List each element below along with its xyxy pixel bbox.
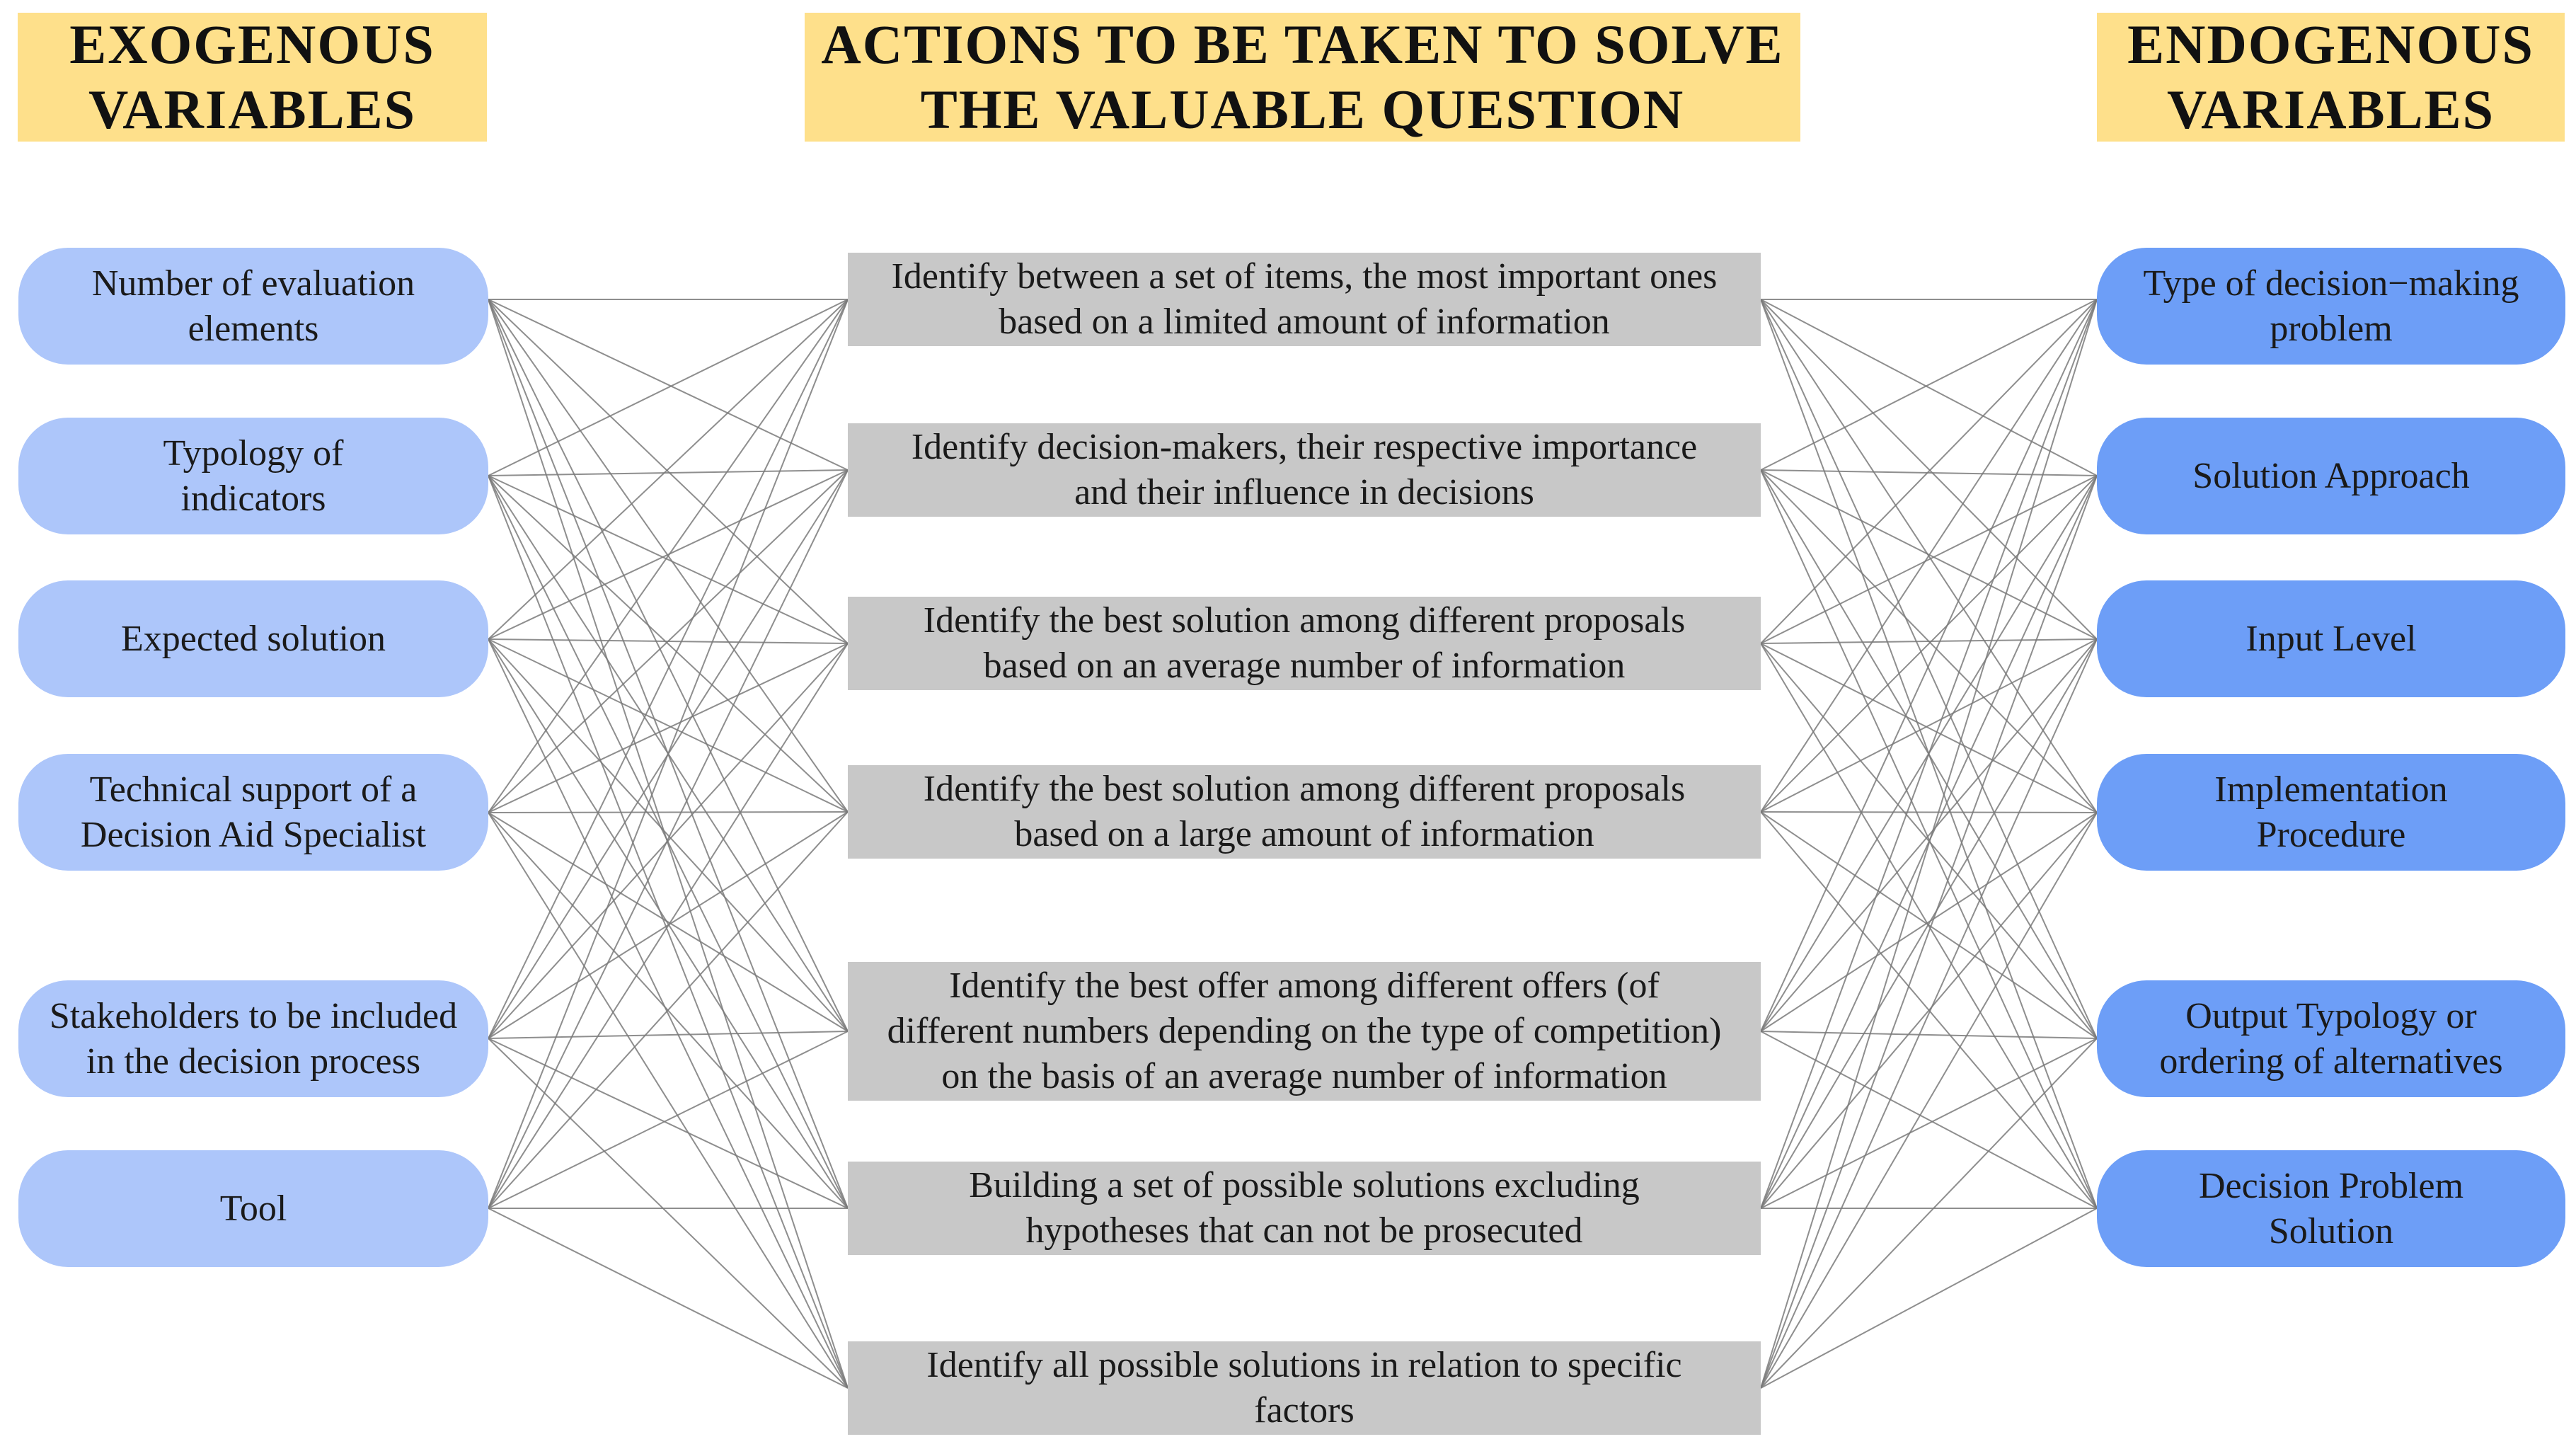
endogenous-header-line: VARIABLES — [2166, 79, 2495, 140]
action-endogenous-connector — [1761, 639, 2097, 1031]
exogenous-action-connector — [488, 1031, 848, 1208]
actions-header-line: THE VALUABLE QUESTION — [920, 79, 1685, 140]
node-label-line: Expected solution — [120, 618, 386, 659]
exogenous-action-connector — [488, 299, 848, 476]
node-label-line: Stakeholders to be included — [49, 995, 458, 1036]
node-label-line: based on a limited amount of information — [999, 302, 1610, 342]
node-label-line: Identify the best offer among different offers (of — [949, 965, 1660, 1006]
action-endogenous-connector — [1761, 1031, 2097, 1208]
exogenous-action-connector — [488, 812, 848, 813]
node-label-line: different numbers depending on the type of competition) — [887, 1011, 1722, 1051]
endogenous-header — [2097, 13, 2565, 142]
exogenous-action-connector — [488, 813, 848, 1388]
node-label-line: Implementation — [2214, 769, 2448, 810]
node-label-line: Building a set of possible solutions excluding — [969, 1165, 1640, 1205]
exogenous-variable-stakeholders — [18, 980, 488, 1097]
node-label-line: Decision Aid Specialist — [80, 814, 427, 855]
endogenous-variable-solution-approach — [2097, 418, 2565, 534]
exogenous-header-line: EXOGENOUS — [69, 13, 435, 75]
endogenous-variable-input-level — [2097, 580, 2565, 697]
node-label-line: elements — [188, 308, 319, 349]
action-all-possible-solutions — [848, 1341, 1761, 1435]
action-endogenous-connector — [1761, 1038, 2097, 1388]
node-label-line: Identify the best solution among different proposals — [923, 769, 1686, 809]
node-label-line: indicators — [180, 478, 326, 519]
node-label-line: Output Typology or — [2185, 995, 2477, 1036]
node-label-line: on the basis of an average number of information — [941, 1056, 1667, 1096]
action-best-solution-large-info — [848, 765, 1761, 859]
node-label-line: Type of decision−making — [2143, 263, 2519, 304]
node-label-line: Procedure — [2256, 814, 2406, 855]
node-label-line: based on an average number of information — [983, 646, 1626, 686]
node-label-line: Technical support of a — [89, 769, 418, 810]
exogenous-variable-evaluation-elements — [18, 248, 488, 365]
exogenous-action-connector — [488, 1038, 848, 1388]
actions-header — [805, 13, 1800, 142]
action-endogenous-connector — [1761, 299, 2097, 476]
action-identify-decision-makers — [848, 423, 1761, 517]
endogenous-header-line: ENDOGENOUS — [2127, 13, 2534, 75]
node-label-line: Tool — [219, 1188, 287, 1229]
node-label-line: Decision Problem — [2198, 1165, 2464, 1206]
node-label-line: in the decision process — [86, 1041, 421, 1082]
exogenous-variable-technical-support — [18, 754, 488, 871]
node-label-line: and their influence in decisions — [1074, 472, 1534, 512]
node-label-line: Identify between a set of items, the most important ones — [891, 256, 1718, 297]
action-best-solution-average-info — [848, 597, 1761, 690]
exogenous-action-connector — [488, 639, 848, 1031]
node-label-line: based on a large amount of information — [1014, 814, 1594, 854]
exogenous-action-connector — [488, 299, 848, 1388]
node-label-line: Number of evaluation — [91, 263, 415, 304]
exogenous-action-connector — [488, 299, 848, 470]
exogenous-action-connector — [488, 1031, 848, 1038]
exogenous-variable-indicator-typology — [18, 418, 488, 534]
exogenous-action-connector — [488, 639, 848, 1388]
action-endogenous-connector — [1761, 1208, 2097, 1388]
endogenous-variable-output-typology — [2097, 980, 2565, 1097]
node-label-line: Typology of — [163, 432, 344, 474]
action-endogenous-connector — [1761, 813, 2097, 1388]
action-endogenous-connector — [1761, 299, 2097, 470]
endogenous-variable-decision-solution — [2097, 1150, 2565, 1267]
action-build-possible-solutions — [848, 1162, 1761, 1255]
action-most-important-items — [848, 253, 1761, 346]
exogenous-variable-expected-solution — [18, 580, 488, 697]
action-endogenous-connector — [1761, 812, 2097, 813]
action-endogenous-connector — [1761, 476, 2097, 1388]
action-endogenous-connector — [1761, 299, 2097, 1388]
node-label-line: Identify decision-makers, their respective importance — [911, 427, 1698, 467]
action-endogenous-connector — [1761, 639, 2097, 1388]
action-endogenous-connector — [1761, 1031, 2097, 1038]
exogenous-action-connector — [488, 476, 848, 1388]
node-label-line: Identify all possible solutions in relation to specific — [926, 1345, 1682, 1385]
endogenous-variable-problem-type — [2097, 248, 2565, 365]
node-label-line: Input Level — [2246, 618, 2417, 659]
action-best-offer — [848, 962, 1761, 1101]
actions-header-line: ACTIONS TO BE TAKEN TO SOLVE — [821, 13, 1784, 75]
exogenous-variable-tool — [18, 1150, 488, 1267]
exogenous-header — [18, 13, 487, 142]
node-label-line: Solution — [2268, 1210, 2394, 1251]
node-label-line: Identify the best solution among different proposals — [923, 600, 1686, 641]
node-label-line: ordering of alternatives — [2159, 1041, 2503, 1082]
node-label-line: Solution Approach — [2192, 455, 2470, 496]
node-label-line: factors — [1254, 1390, 1355, 1431]
node-label-line: problem — [2270, 308, 2393, 349]
exogenous-action-connector — [488, 1208, 848, 1388]
exogenous-action-connector — [488, 643, 848, 1038]
endogenous-variable-implementation-procedure — [2097, 754, 2565, 871]
node-label-line: hypotheses that can not be prosecuted — [1025, 1210, 1583, 1251]
exogenous-header-line: VARIABLES — [88, 79, 417, 140]
